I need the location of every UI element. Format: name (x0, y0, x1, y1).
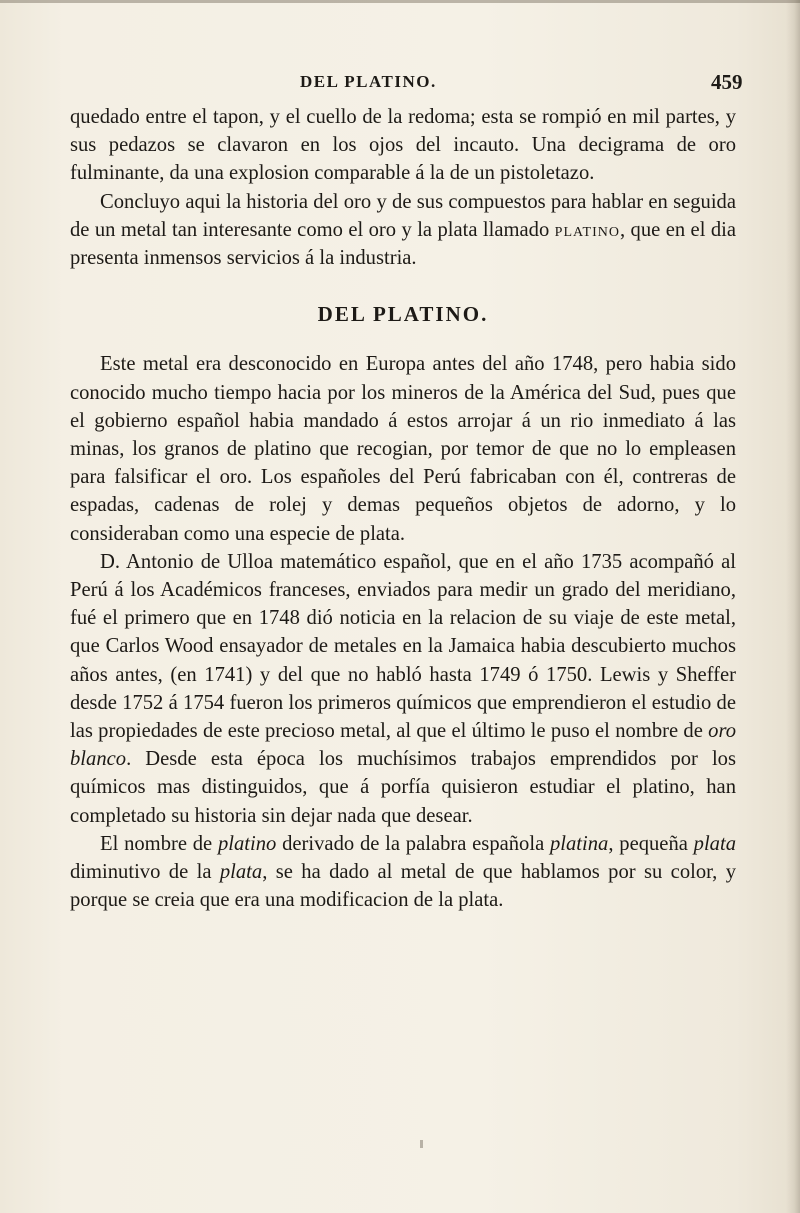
paragraph-2-text-a: Concluyo aqui la historia del oro y de sus compuestos para hablar en seguida de un metal tan interesante como el oro y la plata llamado (70, 190, 736, 241)
paragraph-3: Este metal era desconocido en Europa antes del año 1748, pero habia sido conocido mucho tiempo hacia por los mineros de la América del Sud, pues que el gobierno español habia mandado á estos arrojar á un rio inmediato á las minas, los granos de platino que recogian, por temor de que no lo empleasen para falsificar el oro. Los españoles del Perú fabricaban con él, contreras de espadas, cadenas de rolej y demas pequeños objetos de adorno, y lo consideraban como una especie de plata. (70, 353, 736, 545)
oro-blanco-italic: oro blanco (70, 720, 736, 771)
page-number: 459 (711, 70, 743, 94)
page-edge-shadow (786, 0, 800, 1213)
paragraph-1: quedado entre el tapon, y el cuello de la redoma; esta se rompió en mil partes, y sus pedazos se clavaron en los ojos del incauto. Una decigrama de oro fulminante, da una explosion comparable á la de un pistoletazo. (70, 106, 736, 185)
paragraph-5-text-d: diminutivo de la (70, 861, 220, 884)
platino-small-caps: platino (554, 218, 620, 241)
plata-italic-2: plata (219, 861, 263, 884)
paragraph-4 (70, 548, 736, 830)
platina-italic: platina (549, 832, 609, 855)
paragraph-2 (70, 188, 736, 273)
paragraph-5 (70, 830, 736, 915)
running-head (0, 72, 800, 102)
paragraph-4-text-b: . Desde esta época los muchísimos trabajos emprendidos por los químicos mas distinguidos, que á porfía quisieron estudiar el platino, han completado su historia sin dejar nada que desear. (70, 748, 736, 827)
paragraph-4-text-a: D. Antonio de Ulloa matemático español, que en el año 1735 acompañó al Perú á los Académicos franceses, enviados para medir un grado del meridiano, fué el primero que en 1748 dió noticia en la relacion de su viaje de este metal, que Carlos Wood ensayador de metales en la Jamaica habia descubierto muchos años antes, (en 1741) y del que no habló hasta 1749 ó 1750. Lewis y Sheffer desde 1752 á 1754 fueron los primeros químicos que emprendieron el estudio de las propiedades de este precioso metal, al que el último le puso el nombre de (70, 550, 736, 743)
body-text (70, 103, 736, 914)
paragraph-5-text-c: , pequeña (608, 832, 694, 855)
top-rule (0, 0, 800, 3)
paragraph-5-text-b: derivado de la palabra española (276, 832, 550, 855)
paragraph-5-text-a: El nombre de (100, 832, 218, 855)
running-title: DEL PLATINO. (300, 72, 437, 91)
paragraph-5-text-e: , se ha dado al metal de que hablamos por su color, y porque se creia que era una modificacion de la plata. (70, 861, 737, 912)
plata-italic-1: plata (693, 832, 736, 855)
section-heading: DEL PLATINO. (317, 302, 489, 327)
paragraph-2-text-b: , que en el dia presenta inmensos servicios á la industria. (70, 218, 736, 270)
stray-ink-mark (420, 1140, 423, 1148)
platino-italic: platino (217, 832, 277, 855)
